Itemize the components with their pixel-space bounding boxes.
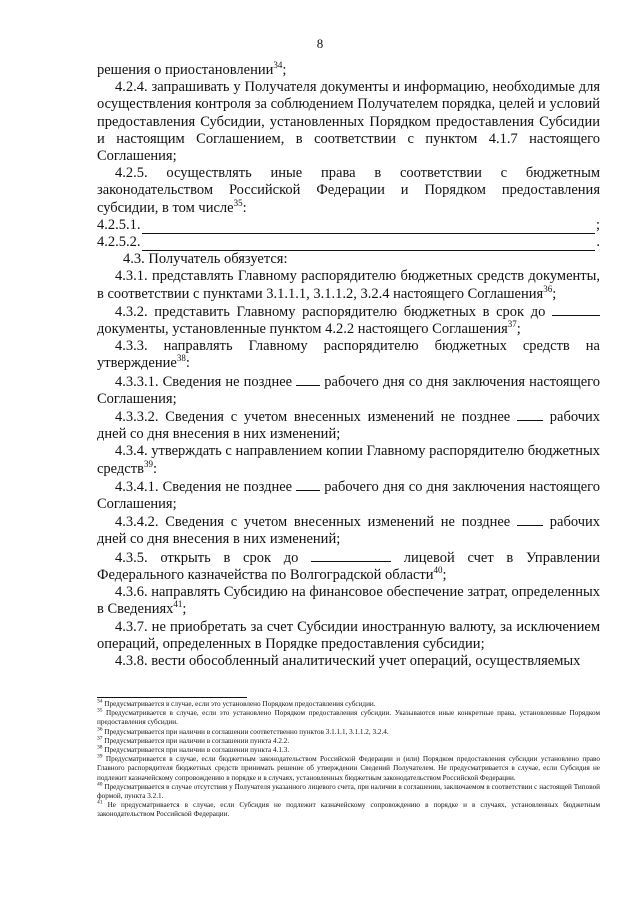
blank-field <box>142 237 596 251</box>
footnotes <box>97 700 600 820</box>
blank-field <box>552 303 600 316</box>
footnote: $^{35}$ Предусматривается в случае, если это установлено Порядком предоставления субсидии. Указываются иные конкретные права, установленные Порядком предоставления субсидии. <box>97 707 601 727</box>
paragraph-4-3-4: 4.3.4. утверждать с направлением копии Главному распорядителю бюджетных средств$^{39}$: <box>97 443 600 477</box>
blank-field <box>517 513 543 526</box>
footnote: $^{37}$ Предусматривается при наличии в соглашении пункта 4.2.2. <box>97 735 290 745</box>
footnote: $^{41}$ Не предусматривается в случае, если Субсидия не подлежит казначейскому сопровождению в порядке и в случаях, установленных бюджетным законодательством Российской Федерации. <box>97 799 600 819</box>
document-body <box>97 62 600 670</box>
paragraph-4-3-3-1: 4.3.3.1. Сведения не позднее рабочего дня со дня заключения настоящего Соглашения; <box>97 373 601 407</box>
paragraph-4-3-3-2: 4.3.3.2. Сведения с учетом внесенных изменений не позднее рабочих дней со дня внесения в них изменений; <box>97 409 601 443</box>
paragraph-4-3-6: 4.3.6. направлять Субсидию на финансовое обеспечение затрат, определенных в Сведениях$^{41}$; <box>97 584 600 618</box>
footnote: $^{38}$ Предусматривается при наличии в соглашении пункта 4.1.3. <box>97 744 290 755</box>
footnote-separator <box>97 697 247 698</box>
blank-field <box>517 408 543 421</box>
blank-field <box>311 549 391 562</box>
footnote: $^{36}$ Предусматривается при наличии в соглашении соответственно пунктов 3.1.1.1, 3.1.1.2, 3.2.4. <box>97 726 389 736</box>
footnote: $^{39}$ Предусматривается в случае, если бюджетным законодательством Российской Федерации и (или) Порядком предоставления субсидии установлено право Главного распорядителя бюджетных средств принимать решение об утверждении Сведений Получателем. Не предусматривается в случае, если Субсидия не подлежит казначейскому сопровождению в порядке и в случаях, установленных бюджетным законодательством Российской Федерации. <box>97 753 600 782</box>
fill-line-4-2-5-2: 4.2.5.2. . <box>97 234 600 251</box>
paragraph-4-3-3: 4.3.3. направлять Главному распорядителю бюджетных средств на утверждение$^{38}$: <box>97 338 600 372</box>
paragraph-4-3-8: 4.3.8. вести обособленный аналитический учет операций, осуществляемых <box>115 652 581 669</box>
paragraph-continuation: решения о приостановлении$^{34}$; <box>97 60 287 78</box>
paragraph-4-3-5: 4.3.5. открыть в срок до лицевой счет в Управлении Федерального казначейства по Волгоградской области$^{40}$; <box>97 549 600 583</box>
paragraph-4-2-5: 4.2.5. осуществлять иные права в соответствии с бюджетным законодательством Российской Федерации и Порядком предоставления субсидии, в том числе$^{35}$: <box>97 165 600 216</box>
blank-field <box>296 373 320 386</box>
blank-field <box>142 220 595 234</box>
paragraph-4-3-7: 4.3.7. не приобретать за счет Субсидии иностранную валюту, за исключением операций, определенных в Порядке предоставления субсидии; <box>97 618 600 652</box>
paragraph-4-2-4: 4.2.4. запрашивать у Получателя документы и информацию, необходимые для осуществления контроля за соблюдением Получателем порядка, целей и условий предоставления Субсидии, установленных Порядком предоставления Субсидии и настоящим Соглашением, в соответствии с пунктом 4.1.7 настоящего Соглашения; <box>97 79 600 165</box>
fill-line-4-2-5-1: 4.2.5.1. ; <box>97 216 600 233</box>
footnote: $^{34}$ Предусматривается в случае, если это установлено Порядком предоставления субсидии. <box>97 698 376 708</box>
paragraph-4-3: 4.3. Получатель обязуется: <box>123 251 288 268</box>
footnote: $^{40}$ Предусматривается в случае отсутствия у Получателя указанного лицевого счета, при наличии в соглашении, заключаемом в соответствии с настоящей Типовой формой, пункта 3.2.1. <box>97 781 601 801</box>
page-number: 8 <box>316 36 324 51</box>
paragraph-4-3-4-1: 4.3.4.1. Сведения не позднее рабочего дня со дня заключения настоящего Соглашения; <box>97 478 601 513</box>
blank-field <box>296 478 320 491</box>
paragraph-4-3-2: 4.3.2. представить Главному распорядителю бюджетных в срок до документы, установленные пунктом 4.2.2 настоящего Соглашения$^{37}$; <box>97 303 600 338</box>
paragraph-4-3-4-2: 4.3.4.2. Сведения с учетом внесенных изменений не позднее рабочих дней со дня внесения в них изменений; <box>97 514 601 548</box>
paragraph-4-3-1: 4.3.1. представлять Главному распорядителю бюджетных средств документы, в соответствии с пунктами 3.1.1.1, 3.1.1.2, 3.2.4 настоящего Соглашения$^{36}$; <box>97 268 600 302</box>
